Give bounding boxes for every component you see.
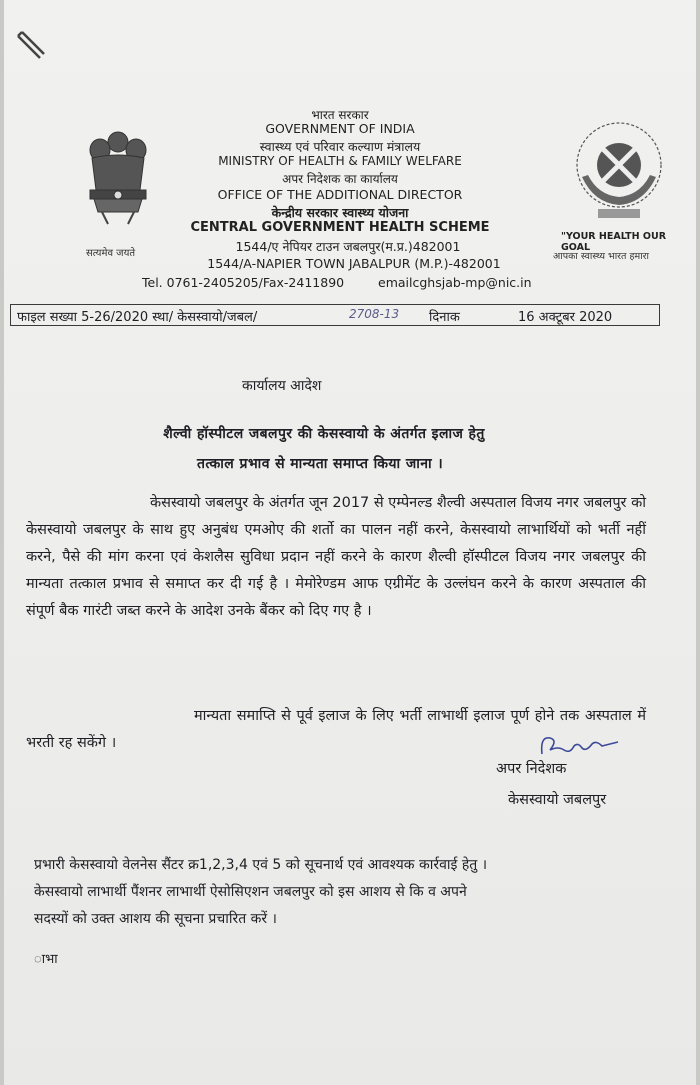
handwritten-dispatch-number: 2708-13 [349,307,400,321]
handwritten-signature [536,726,626,762]
signatory-designation: अपर निदेशक [496,761,567,777]
office-order-document [4,0,696,1085]
body-paragraph: केसस्वायो जबलपुर के अंतर्गत जून 2017 से एम्पेनल्ड शैल्वी अस्पताल विजय नगर जबलपुर को केसस्वायो जबलपुर के साथ हुए अनुबंध एमओए की शर्तो का पालन नहीं करने, केसस्वायो लाभार्थियों को भर्ती नहीं करने, पैसे की मांग करना एवं केशलैस सुविधा प्रदान नहीं करने के कारण शैल्वी हॉस्पीटल विजय नगर जबलपुर की मान्यता तत्काल प्रभाव से समाप्त कर दी गई है । मेमोरेण्डम आफ एग्रीमेंट के उल्लंघन करने के कारण अस्पताल की संपूर्ण बैक गारंटी जब्त करने के आदेश उनके बैंकर को दिए गए है । [26,495,646,619]
header-line-office-hindi: अपर निदेशक का कार्यालय [282,172,398,186]
signatory-office: केसस्वायो जबलपुर [508,792,607,808]
header-line-cghs-hindi: केन्द्रीय सरकार स्वास्थ्य योजना [271,205,409,220]
header-line-government: GOVERNMENT OF INDIA [265,121,415,136]
paper-clip-mark [14,28,50,64]
emblem-motto: सत्यमेव जयते [86,248,136,259]
contact-telephone: Tel. 0761-2405205/Fax-2411890 [142,275,345,290]
body-paragraph: मान्यता समाप्ति से पूर्व इलाज के लिए भर्ती लाभार्थी इलाज पूर्ण होने तक अस्पताल में भरती रह सकेंगे । [26,708,646,751]
header-line-address: 1544/A-NAPIER TOWN JABALPUR (M.P.)-482001 [207,256,501,271]
date-label: दिनाक [429,310,460,325]
header-line-cghs: CENTRAL GOVERNMENT HEALTH SCHEME [190,220,490,235]
header-line-bharat-sarkar: भारत सरकार [311,108,369,122]
logo-tagline: "YOUR HEALTH OUR GOAL [561,231,667,253]
distribution-line: केसस्वायो लाभार्थी पैंशनर लाभार्थी ऐसोसिएशन जबलपुर को इस आशय से कि व अपने [34,884,467,900]
file-reference-box [10,304,660,326]
header-line-ministry: MINISTRY OF HEALTH & FAMILY WELFARE [218,154,462,168]
logo-tagline-hindi: आपका स्वास्थ्य भारत हमारा [553,251,650,262]
order-title: कार्यालय आदेश [242,378,322,394]
file-number: फाइल सख्या 5-26/2020 स्था/ केसस्वायो/जबल/ [17,310,258,325]
header-line-ministry-hindi: स्वास्थ्य एवं परिवार कल्याण मंत्रालय [259,139,421,154]
contact-email: emailcghsjab-mp@nic.in [378,275,532,290]
header-line-address-hindi: 1544/ए नेपियर टाउन जबलपुर(म.प्र.)482001 [235,239,461,254]
typist-initials: ाभा [34,952,58,967]
order-date: 16 अक्टूबर 2020 [518,310,613,325]
header-line-office: OFFICE OF THE ADDITIONAL DIRECTOR [217,187,463,202]
subject-line: शैल्वी हॉस्पीटल जबलपुर की केसस्वायो के अंतर्गत इलाज हेतु [163,426,485,442]
distribution-line: प्रभारी केसस्वायो वेलनेस सैंटर क्र1,2,3,4 एवं 5 को सूचनार्थ एवं आवश्यक कार्रवाई हेतु । [34,857,487,873]
subject-line: तत्काल प्रभाव से मान्यता समाप्त किया जाना । [196,456,444,472]
distribution-line: सदस्यों को उक्त आशय की सूचना प्रचारित करें । [34,911,277,927]
